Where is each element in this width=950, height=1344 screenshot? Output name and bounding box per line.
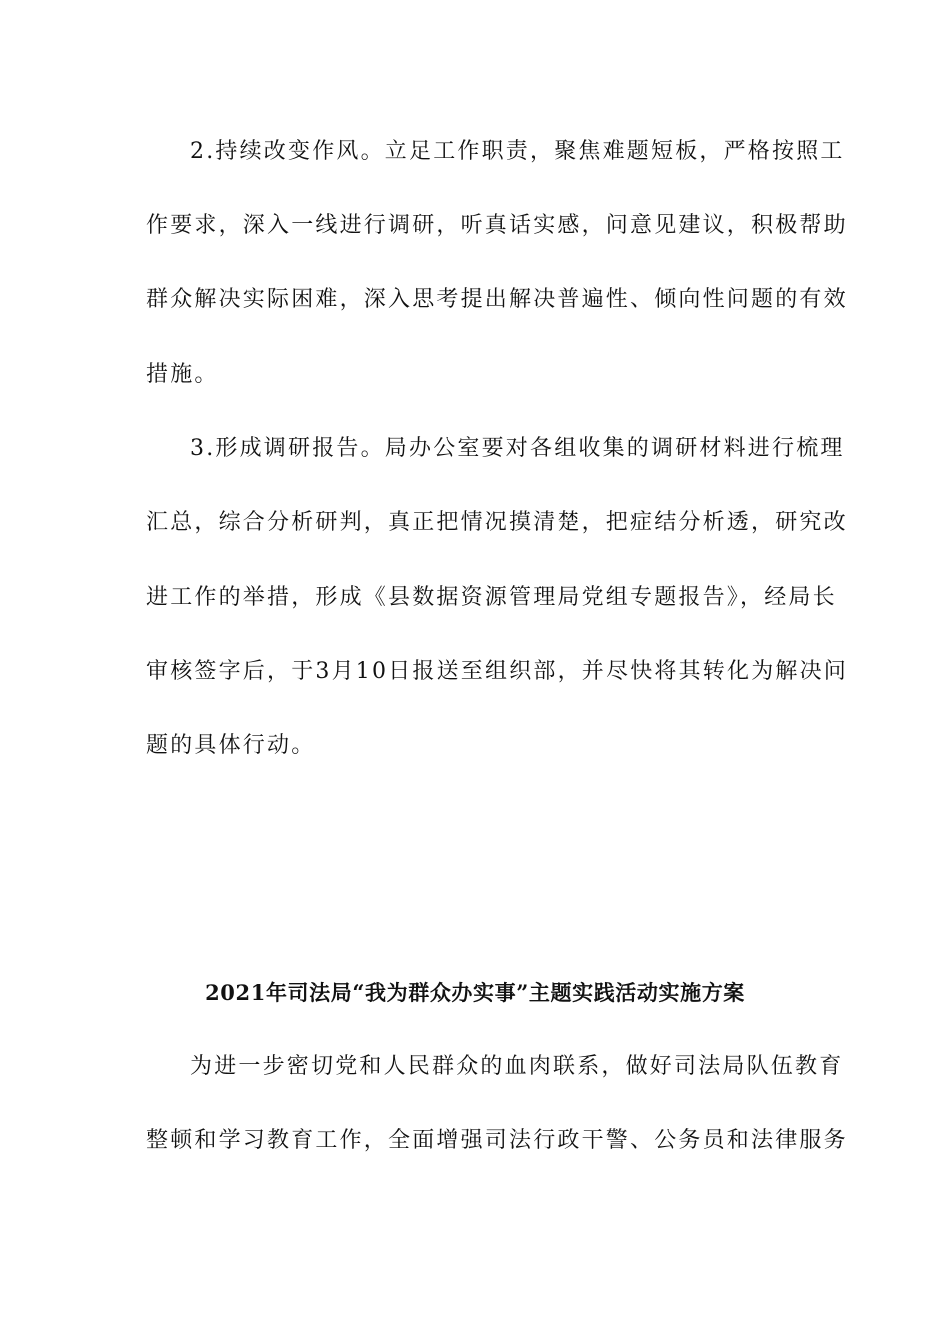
document-title: 2021年司法局“我为群众办实事”主题实践活动实施方案 xyxy=(205,980,745,1005)
paragraph-item2-line-4: 措施。 xyxy=(146,362,219,387)
paragraph-item2-line-3: 群众解决实际困难，深入思考提出解决普遍性、倾向性问题的有效 xyxy=(146,287,848,312)
paragraph-item3-line-1: 3.形成调研报告。局办公室要对各组收集的调研材料进行梳理 xyxy=(190,436,845,461)
paragraph-item2-line-2: 作要求，深入一线进行调研，听真话实感，问意见建议，积极帮助 xyxy=(146,213,848,238)
intro-paragraph-line-2: 整顿和学习教育工作，全面增强司法行政干警、公务员和法律服务 xyxy=(146,1128,848,1153)
paragraph-item3-line-4: 审核签字后，于3月10日报送至组织部，并尽快将其转化为解决问 xyxy=(146,659,848,684)
paragraph-item3-line-3: 进工作的举措，形成《县数据资源管理局党组专题报告》，经局长 xyxy=(146,585,837,610)
paragraph-item3-line-5: 题的具体行动。 xyxy=(146,733,316,758)
paragraph-item3-line-2: 汇总，综合分析研判，真正把情况摸清楚，把症结分析透，研究改 xyxy=(146,510,848,535)
paragraph-item2-line-1: 2.持续改变作风。立足工作职责，聚焦难题短板，严格按照工 xyxy=(190,139,845,164)
intro-paragraph-line-1: 为进一步密切党和人民群众的血肉联系，做好司法局队伍教育 xyxy=(190,1054,844,1079)
